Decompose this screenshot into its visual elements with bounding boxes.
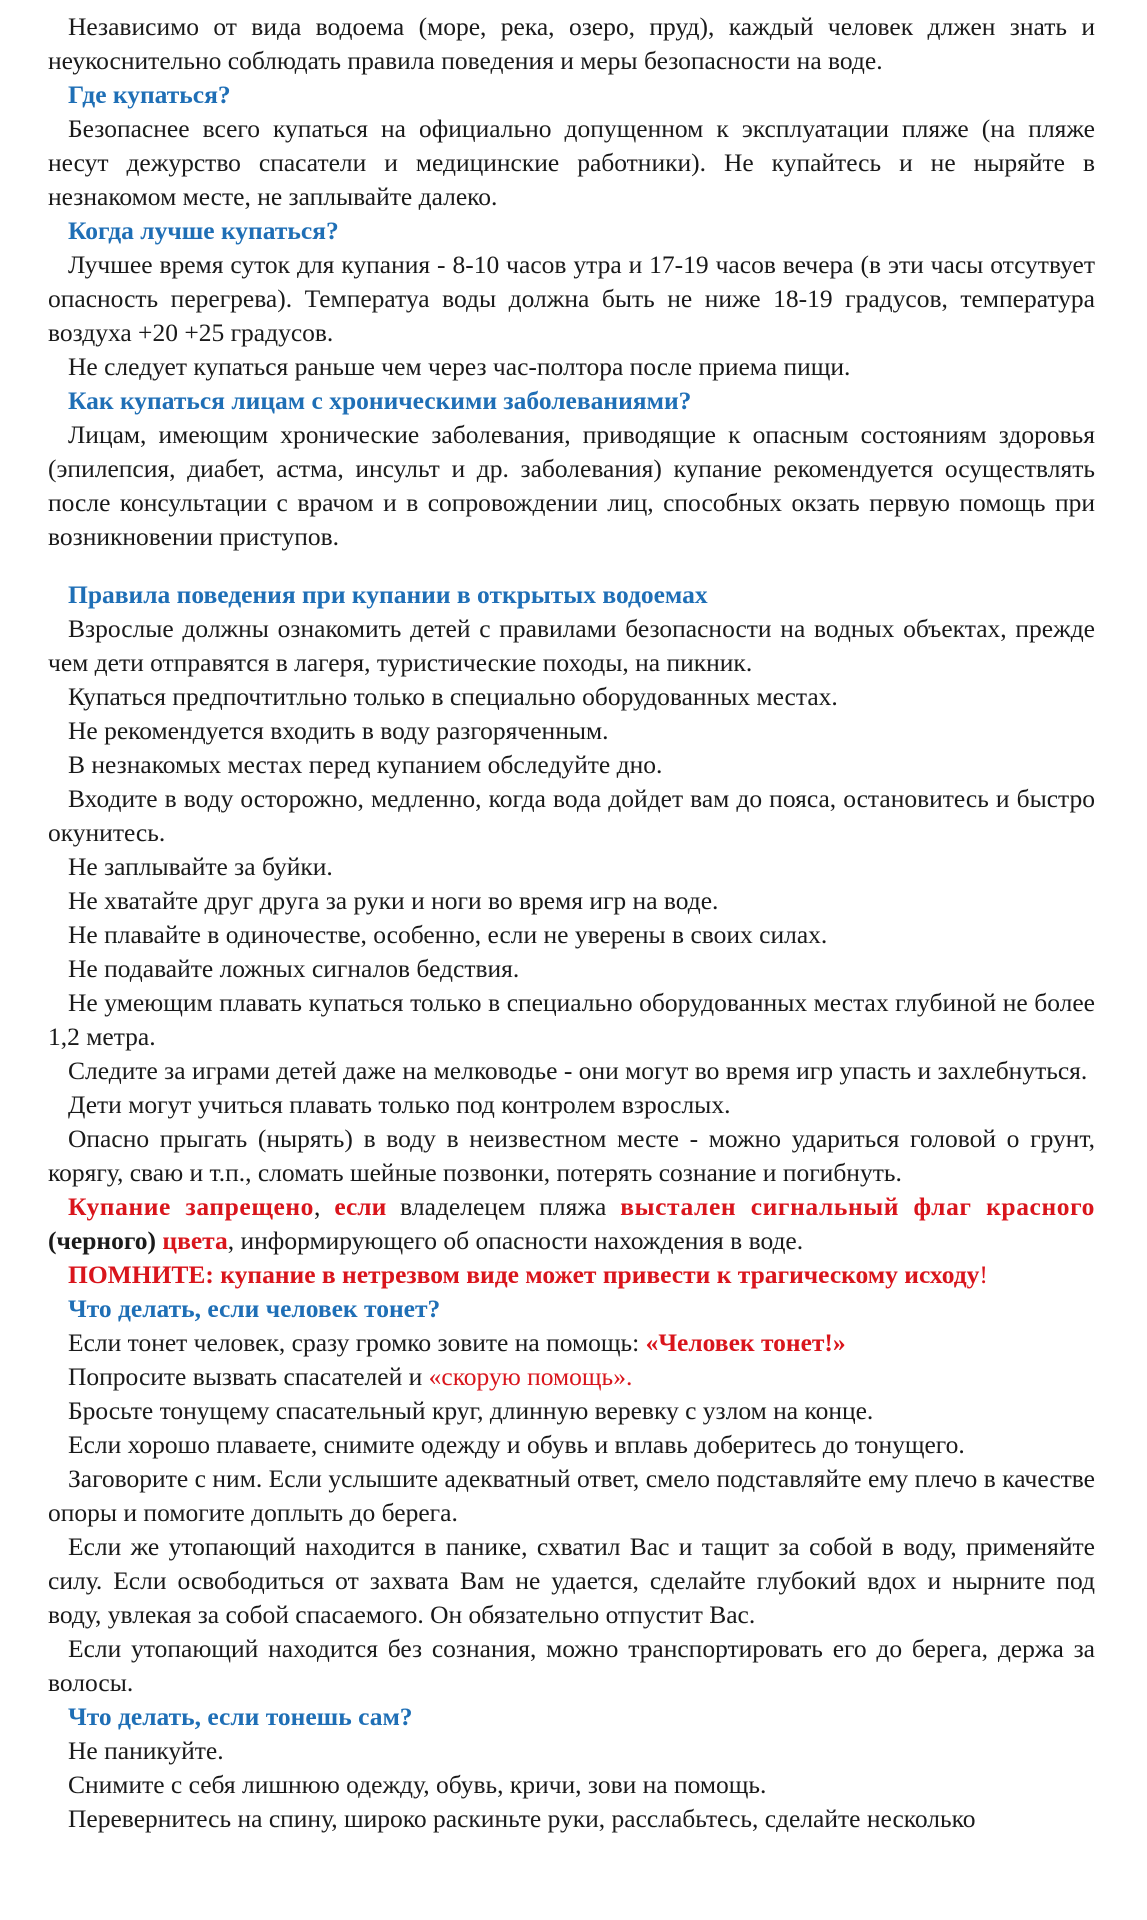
rule-item: Не плавайте в одиночестве, особенно, если не уверены в своих силах. [68,920,828,949]
rule-item: Взрослые должны ознакомить детей с правилами безопасности на водных объектах, прежде чем дети отправятся в лагеря, туристические походы, на пикник. [48,614,1095,677]
document-body [48,10,1095,1836]
self-help-item: Перевернитесь на спину, широко раскиньте руки, расслабьтесь, сделайте несколько [68,1804,976,1833]
ban-black-flag: (черного) [48,1226,157,1255]
self-help-item: Снимите с себя лишнюю одежду, обувь, кричи, зови на помощь. [68,1770,767,1799]
ban-text: , [314,1192,335,1221]
call-quote: «Человек тонет!» [645,1328,846,1357]
remember-text: ПОМНИТЕ: купание в нетрезвом виде может привести к трагическому исходу [68,1260,980,1289]
rule-item: Не рекомендуется входить в воду разгоряченным. [68,716,609,745]
heading-when-to-swim: Когда лучше купаться? [68,216,339,245]
rule-item: Входите в воду осторожно, медленно, когда вода дойдет вам до пояса, остановитесь и быстро окунитесь. [48,784,1095,847]
paragraph-where-to-swim: Безопаснее всего купаться на официально допущенном к эксплуатации пляже (на пляже несут дежурство спасатели и медицинские работники). Не купайтесь и не ныряйте в незнакомом месте, не заплывайте далеко. [48,114,1095,211]
heading-where-to-swim: Где купаться? [68,80,231,109]
ambulance-quote: «скорую помощь». [428,1362,633,1391]
paragraph-best-time: Лучшее время суток для купания - 8-10 часов утра и 17-19 часов вечера (в эти часы отсутвует опасность перегрева). Температуа воды должна быть не ниже 18-19 градусов, температура воздуха +20 +25 градусов. [48,250,1095,347]
rule-item: Не заплывайте за буйки. [68,852,333,881]
call-ambulance [48,1360,1095,1394]
rescue-item: Бросьте тонущему спасательный круг, длинную веревку с узлом на конце. [68,1396,874,1425]
rescue-item: Если утопающий находится без сознания, можно транспортировать его до берега, держа за волосы. [48,1634,1095,1697]
intro-paragraph: Независимо от вида водоема (море, река, озеро, пруд), каждый человек длжен знать и неукоснительно соблюдать правила поведения и меры безопасности на воде. [48,12,1095,75]
ban-text: , информирующего об опасности нахождения в воде. [227,1226,804,1255]
rule-item: Не подавайте ложных сигналов бедствия. [68,954,520,983]
ban-text: владелецем пляжа [386,1192,621,1221]
rule-item: Следите за играми детей даже на мелководье - они могут во время игр упасть и захлебнуться. [68,1056,1088,1085]
rule-item: В незнакомых местах перед купанием обследуйте дно. [68,750,663,779]
swimming-ban-notice [48,1190,1095,1258]
ban-emphasis: если [334,1192,387,1221]
heading-chronic-diseases: Как купаться лицам с хроническими заболеваниями? [68,386,692,415]
paragraph-after-meal: Не следует купаться раньше чем через час-полтора после приема пищи. [68,352,851,381]
heading-rules-open-water: Правила поведения при купании в открытых водоемах [68,580,708,609]
ban-emphasis: цвета [162,1226,228,1255]
call-for-help [48,1326,1095,1360]
heading-someone-drowning: Что делать, если человек тонет? [68,1294,441,1323]
rule-item: Опасно прыгать (нырять) в воду в неизвестном месте - можно удариться головой о грунт, корягу, сваю и т.п., сломать шейные позвонки, потерять сознание и погибнуть. [48,1124,1095,1187]
heading-self-drowning: Что делать, если тонешь сам? [68,1702,413,1731]
rescue-item: Если же утопающий находится в панике, схватил Вас и тащит за собой в воду, применяйте силу. Если освободиться от захвата Вам не удается, сделайте глубокий вдох и нырните под воду, увлекая за собой спасаемого. Он обязательно отпустит Вас. [48,1532,1095,1629]
self-help-item: Не паникуйте. [68,1736,224,1765]
ban-emphasis: Купание запрещено [68,1192,315,1221]
section-gap [48,554,1095,578]
remember-exclamation: ! [979,1260,988,1289]
rule-item: Не хватайте друг друга за руки и ноги во время игр на воде. [68,886,719,915]
rule-item: Не умеющим плавать купаться только в специально оборудованных местах глубиной не более 1,2 метра. [48,988,1095,1051]
ban-emphasis: выстален сигнальный флаг красного [620,1192,1095,1221]
rescue-item: Заговорите с ним. Если услышите адекватный ответ, смело подставляйте ему плечо в качестве опоры и помогите доплыть до берега. [48,1464,1095,1527]
remember-warning [48,1258,1095,1292]
call-text: Если тонет человек, сразу громко зовите на помощь: [68,1328,646,1357]
rule-item: Дети могут учиться плавать только под контролем взрослых. [68,1090,731,1119]
ambulance-text: Попросите вызвать спасателей и [68,1362,429,1391]
rule-item: Купаться предпочтитльно только в специально оборудованных местах. [68,682,838,711]
rescue-item: Если хорошо плаваете, снимите одежду и обувь и вплавь доберитесь до тонущего. [68,1430,965,1459]
paragraph-chronic-diseases: Лицам, имеющим хронические заболевания, приводящие к опасным состояниям здоровья (эпилепсия, диабет, астма, инсульт и др. заболевания) купание рекомендуется осуществлять после консультации с врачом и в сопровождении лиц, способных окзать первую помощь при возникновении приступов. [48,420,1095,551]
